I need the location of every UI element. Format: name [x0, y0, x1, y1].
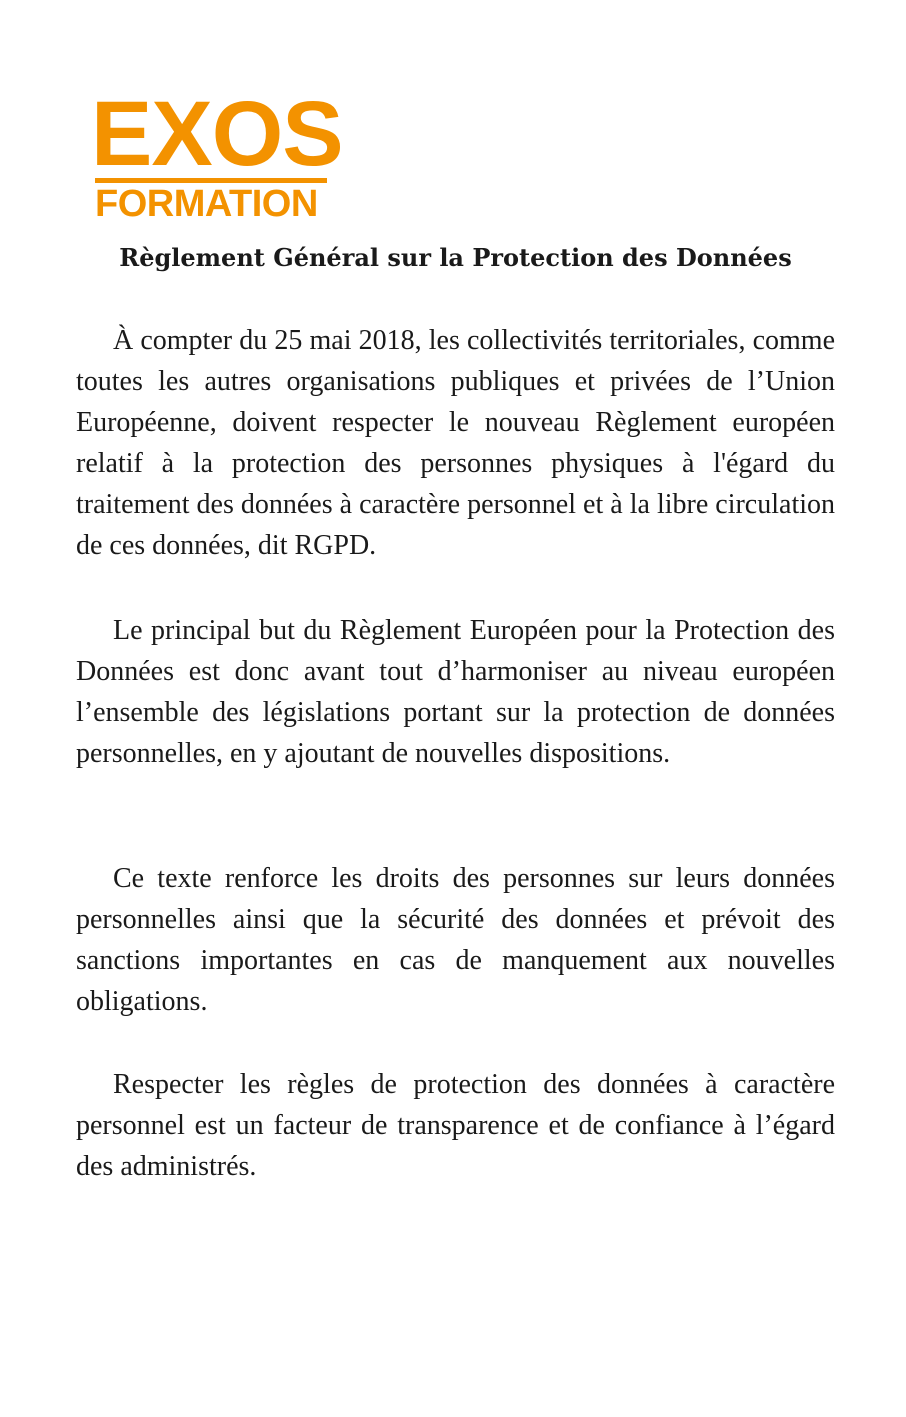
paragraph-4: Respecter les règles de protection des données à caractère personnel est un facteur de transparence et de confiance à l’égard des administrés.: [76, 1069, 835, 1182]
paragraph-1: À compter du 25 mai 2018, les collectivités territoriales, comme toutes les autres organisations publiques et privées de l’Union Européenne, doivent respecter le nouveau Règlement européen relatif à la protection des personnes physiques à l'égard du traitement des données à caractère personnel et à la libre circulation de ces données, dit RGPD.: [76, 325, 835, 561]
paragraph-3: Ce texte renforce les droits des personnes sur leurs données personnelles ainsi que la sécurité des données et prévoit des sanctions importantes en cas de manquement aux nouvelles obligations.: [76, 863, 835, 1017]
document-title: Règlement Général sur la Protection des Données: [119, 243, 792, 272]
logo-wordmark-exos: EXOS: [91, 83, 343, 185]
paragraph-2: Le principal but du Règlement Européen pour la Protection des Données est donc avant tout d’harmoniser au niveau européen l’ensemble des législations portant sur la protection de données personnelles, en y ajoutant de nouvelles dispositions.: [76, 615, 835, 769]
logo-wordmark-formation: FORMATION: [95, 178, 327, 223]
exos-formation-logo: [91, 83, 343, 225]
